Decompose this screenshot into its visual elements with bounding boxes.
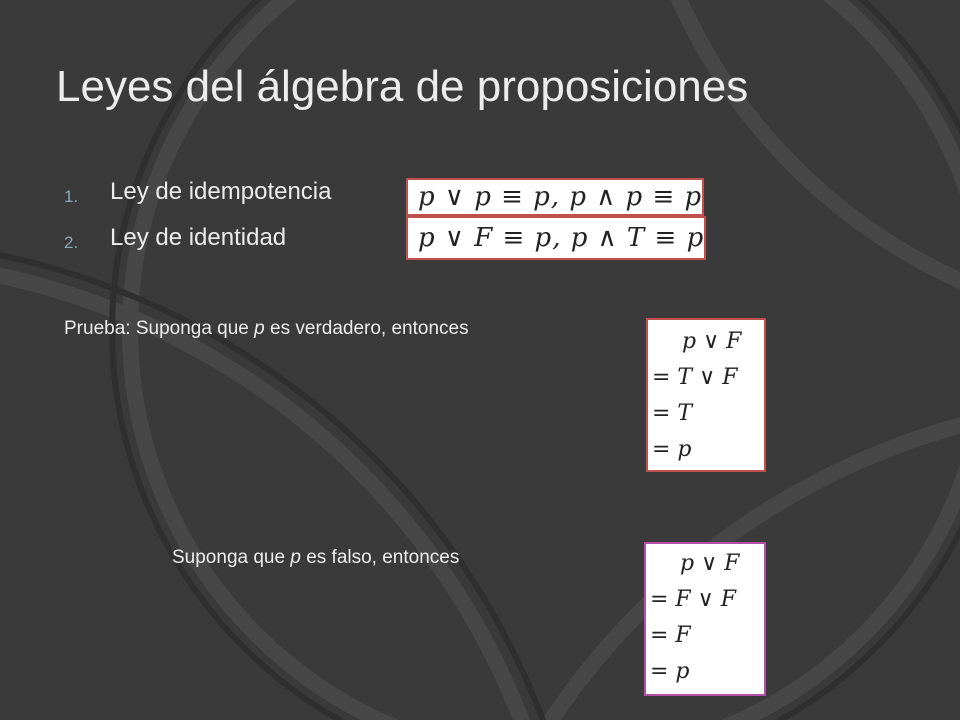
law-label: Ley de identidad — [110, 224, 287, 251]
proof-variable: p — [254, 318, 265, 339]
proof-text-prefix: Suponga que — [172, 547, 291, 568]
proof-true-box — [646, 318, 766, 472]
proof-text-suffix: es falso, entonces — [300, 547, 460, 568]
proof-step: = F ∨ F — [650, 587, 737, 612]
proof-step: = T — [652, 401, 693, 426]
list-number: 2. — [64, 233, 79, 252]
proof-step: = p — [650, 659, 690, 684]
proof-text-suffix: es verdadero, entonces — [264, 318, 469, 339]
proof-variable: p — [290, 547, 301, 568]
slide-title: Leyes del álgebra de proposiciones — [56, 62, 749, 111]
formula-text: p ∨ p ≡ p, p ∧ p ≡ p — [418, 182, 703, 212]
proof-false-box — [644, 542, 766, 696]
proof-step: = p — [652, 437, 692, 462]
law-label: Ley de idempotencia — [110, 178, 332, 205]
proof-step: = F — [650, 623, 691, 648]
proof-false-text — [172, 547, 459, 569]
list-number: 1. — [64, 187, 79, 206]
proof-text-prefix: Prueba: Suponga que — [64, 318, 255, 339]
identity-formula — [406, 216, 706, 260]
proof-step: p ∨ F — [682, 329, 742, 354]
proof-step: = T ∨ F — [652, 365, 738, 390]
idempotence-formula — [406, 178, 704, 216]
proof-true-text — [64, 318, 469, 340]
formula-text: p ∨ F ≡ p, p ∧ T ≡ p — [418, 223, 705, 253]
proof-step: p ∨ F — [680, 551, 740, 576]
